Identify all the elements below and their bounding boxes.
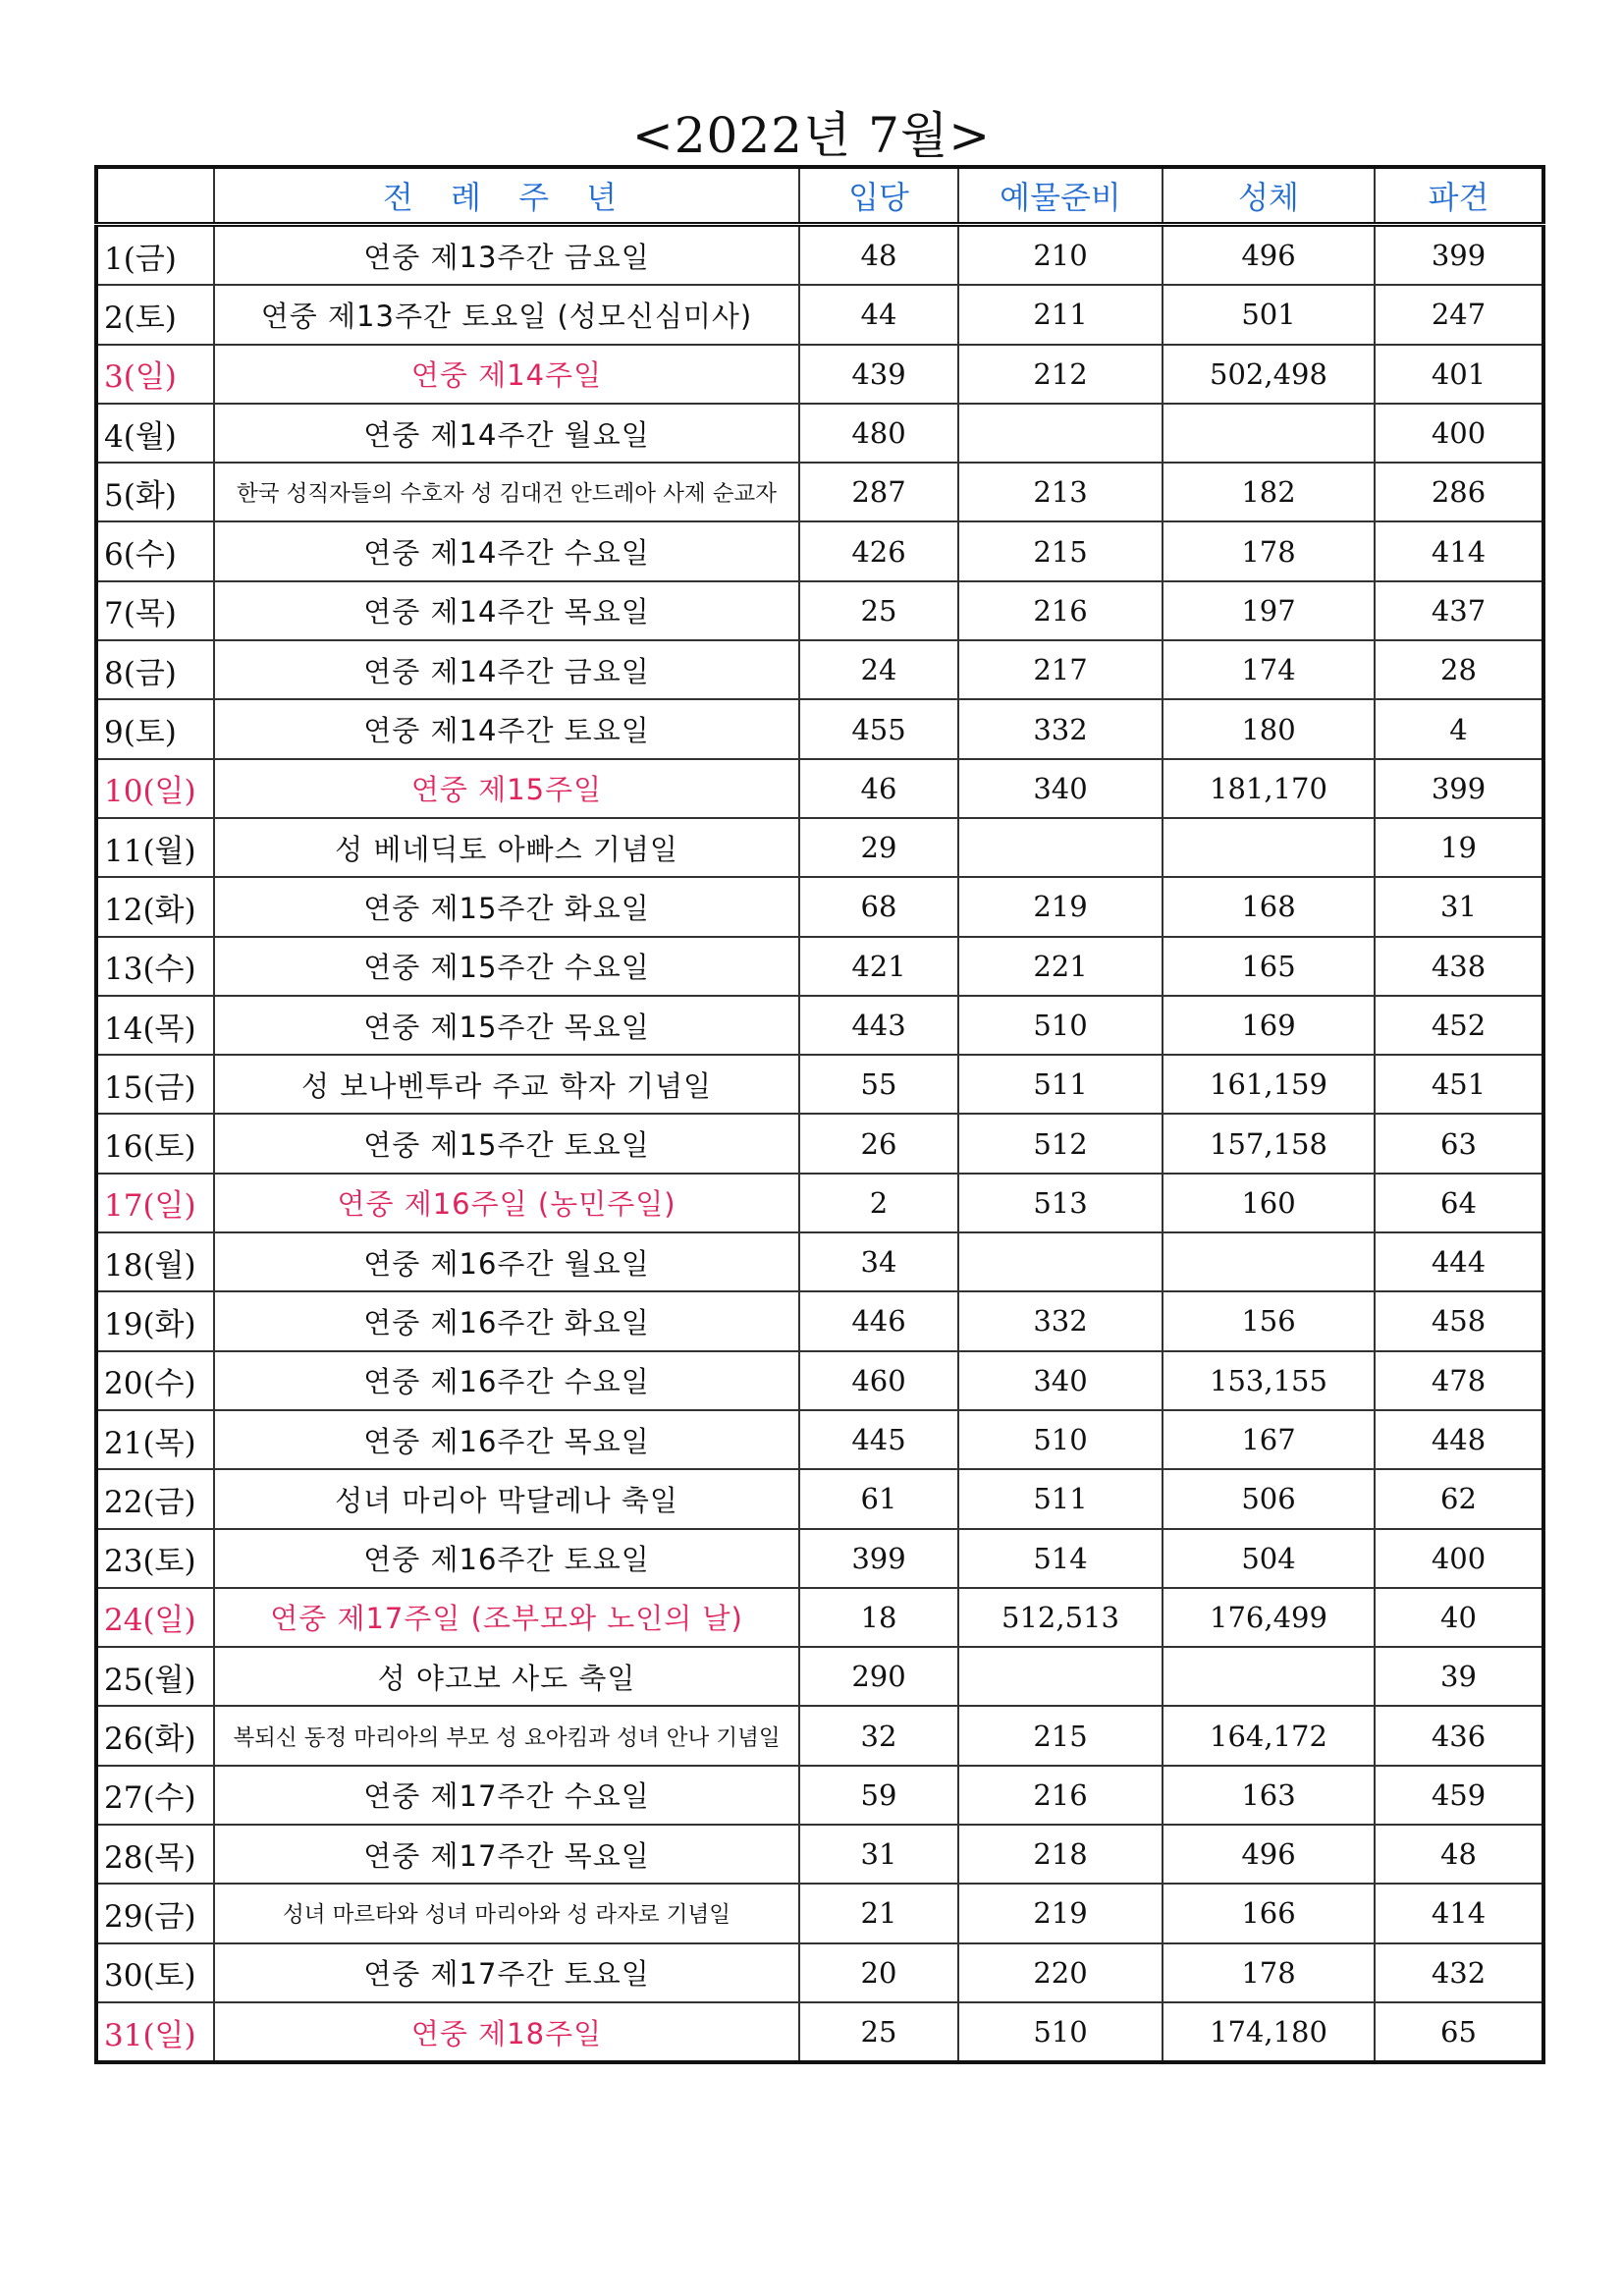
communion-hymn-cell: 157,158: [1163, 1114, 1375, 1173]
day-cell: 4(월): [96, 404, 214, 463]
table-row: [96, 1588, 1543, 1647]
entrance-hymn-cell: 20: [799, 1943, 958, 2002]
entrance-hymn-cell: 480: [799, 404, 958, 463]
offertory-hymn-cell: 215: [958, 521, 1163, 580]
table-row: [96, 285, 1543, 344]
day-cell: 12(화): [96, 877, 214, 936]
communion-hymn-cell: [1163, 818, 1375, 877]
day-cell: 3(일): [96, 345, 214, 404]
liturgical-day-cell: 연중 제16주간 수요일: [214, 1351, 799, 1410]
entrance-hymn-cell: 48: [799, 225, 958, 286]
communion-hymn-cell: [1163, 1647, 1375, 1706]
communion-hymn-cell: [1163, 1232, 1375, 1291]
dismissal-hymn-cell: 28: [1375, 640, 1543, 699]
offertory-hymn-cell: 340: [958, 759, 1163, 818]
dismissal-hymn-cell: 452: [1375, 996, 1543, 1055]
entrance-hymn-cell: 18: [799, 1588, 958, 1647]
liturgical-day-cell: 연중 제13주간 금요일: [214, 225, 799, 286]
dismissal-hymn-cell: 48: [1375, 1825, 1543, 1884]
offertory-hymn-cell: [958, 404, 1163, 463]
liturgical-day-cell: 연중 제15주간 목요일: [214, 996, 799, 1055]
entrance-hymn-cell: 445: [799, 1410, 958, 1469]
entrance-hymn-cell: 44: [799, 285, 958, 344]
table-row: [96, 225, 1543, 286]
offertory-hymn-cell: 216: [958, 581, 1163, 640]
table-row: [96, 2002, 1543, 2062]
dismissal-hymn-cell: 478: [1375, 1351, 1543, 1410]
liturgical-day-cell: 연중 제18주일: [214, 2002, 799, 2062]
liturgical-day-cell: 한국 성직자들의 수호자 성 김대건 안드레아 사제 순교자: [214, 463, 799, 521]
liturgical-day-cell: 연중 제17주간 목요일: [214, 1825, 799, 1884]
offertory-hymn-cell: 512: [958, 1114, 1163, 1173]
entrance-hymn-cell: 59: [799, 1766, 958, 1825]
entrance-hymn-cell: 29: [799, 818, 958, 877]
communion-hymn-cell: 197: [1163, 581, 1375, 640]
dismissal-hymn-cell: 39: [1375, 1647, 1543, 1706]
table-row: [96, 818, 1543, 877]
offertory-hymn-cell: [958, 818, 1163, 877]
communion-hymn-cell: 496: [1163, 225, 1375, 286]
communion-hymn-cell: 504: [1163, 1529, 1375, 1588]
dismissal-hymn-cell: 448: [1375, 1410, 1543, 1469]
day-cell: 7(목): [96, 581, 214, 640]
table-row: [96, 1410, 1543, 1469]
dismissal-hymn-cell: 4: [1375, 699, 1543, 758]
communion-hymn-cell: 181,170: [1163, 759, 1375, 818]
table-row: [96, 463, 1543, 521]
table-row: [96, 1291, 1543, 1350]
liturgical-day-cell: 연중 제14주간 월요일: [214, 404, 799, 463]
day-cell: 6(수): [96, 521, 214, 580]
offertory-hymn-cell: 513: [958, 1174, 1163, 1232]
communion-hymn-cell: 163: [1163, 1766, 1375, 1825]
offertory-hymn-cell: 212: [958, 345, 1163, 404]
liturgical-day-cell: 연중 제15주간 화요일: [214, 877, 799, 936]
day-cell: 20(수): [96, 1351, 214, 1410]
day-cell: 2(토): [96, 285, 214, 344]
day-cell: 16(토): [96, 1114, 214, 1173]
header-dismissal: 파견: [1375, 167, 1543, 225]
day-cell: 21(목): [96, 1410, 214, 1469]
communion-hymn-cell: 169: [1163, 996, 1375, 1055]
liturgical-day-cell: 연중 제16주간 화요일: [214, 1291, 799, 1350]
liturgical-day-cell: 연중 제14주일: [214, 345, 799, 404]
table-row: [96, 1174, 1543, 1232]
liturgical-day-cell: 성녀 마리아 막달레나 축일: [214, 1469, 799, 1528]
day-cell: 17(일): [96, 1174, 214, 1232]
entrance-hymn-cell: 287: [799, 463, 958, 521]
entrance-hymn-cell: 26: [799, 1114, 958, 1173]
entrance-hymn-cell: 446: [799, 1291, 958, 1350]
day-cell: 15(금): [96, 1055, 214, 1114]
liturgical-day-cell: 연중 제16주간 월요일: [214, 1232, 799, 1291]
day-cell: 25(월): [96, 1647, 214, 1706]
entrance-hymn-cell: 46: [799, 759, 958, 818]
liturgical-day-cell: 성 보나벤투라 주교 학자 기념일: [214, 1055, 799, 1114]
table-body: [96, 225, 1543, 2063]
header-entrance: 입당: [799, 167, 958, 225]
liturgical-day-cell: 연중 제15주간 토요일: [214, 1114, 799, 1173]
communion-hymn-cell: 166: [1163, 1884, 1375, 1942]
liturgical-day-cell: 연중 제14주간 수요일: [214, 521, 799, 580]
table-row: [96, 1706, 1543, 1765]
dismissal-hymn-cell: 400: [1375, 404, 1543, 463]
dismissal-hymn-cell: 286: [1375, 463, 1543, 521]
dismissal-hymn-cell: 459: [1375, 1766, 1543, 1825]
liturgical-day-cell: 연중 제17주일 (조부모와 노인의 날): [214, 1588, 799, 1647]
entrance-hymn-cell: 426: [799, 521, 958, 580]
table-row: [96, 640, 1543, 699]
liturgical-day-cell: 연중 제16주일 (농민주일): [214, 1174, 799, 1232]
entrance-hymn-cell: 24: [799, 640, 958, 699]
liturgical-day-cell: 연중 제17주간 토요일: [214, 1943, 799, 2002]
day-cell: 28(목): [96, 1825, 214, 1884]
table-row: [96, 1766, 1543, 1825]
offertory-hymn-cell: [958, 1647, 1163, 1706]
communion-hymn-cell: 178: [1163, 1943, 1375, 2002]
liturgical-day-cell: 연중 제14주간 금요일: [214, 640, 799, 699]
offertory-hymn-cell: 510: [958, 1410, 1163, 1469]
day-cell: 24(일): [96, 1588, 214, 1647]
dismissal-hymn-cell: 401: [1375, 345, 1543, 404]
offertory-hymn-cell: 218: [958, 1825, 1163, 1884]
communion-hymn-cell: [1163, 404, 1375, 463]
communion-hymn-cell: 501: [1163, 285, 1375, 344]
communion-hymn-cell: 176,499: [1163, 1588, 1375, 1647]
offertory-hymn-cell: 510: [958, 996, 1163, 1055]
offertory-hymn-cell: 211: [958, 285, 1163, 344]
offertory-hymn-cell: 219: [958, 877, 1163, 936]
offertory-hymn-cell: 332: [958, 699, 1163, 758]
table-row: [96, 1825, 1543, 1884]
liturgical-day-cell: 성 야고보 사도 축일: [214, 1647, 799, 1706]
entrance-hymn-cell: 443: [799, 996, 958, 1055]
communion-hymn-cell: 160: [1163, 1174, 1375, 1232]
table-row: [96, 996, 1543, 1055]
dismissal-hymn-cell: 438: [1375, 937, 1543, 996]
day-cell: 18(월): [96, 1232, 214, 1291]
liturgical-day-cell: 연중 제16주간 토요일: [214, 1529, 799, 1588]
communion-hymn-cell: 156: [1163, 1291, 1375, 1350]
day-cell: 26(화): [96, 1706, 214, 1765]
dismissal-hymn-cell: 65: [1375, 2002, 1543, 2062]
dismissal-hymn-cell: 400: [1375, 1529, 1543, 1588]
day-cell: 19(화): [96, 1291, 214, 1350]
day-cell: 23(토): [96, 1529, 214, 1588]
dismissal-hymn-cell: 19: [1375, 818, 1543, 877]
communion-hymn-cell: 168: [1163, 877, 1375, 936]
table-row: [96, 404, 1543, 463]
liturgical-day-cell: 연중 제13주간 토요일 (성모신심미사): [214, 285, 799, 344]
table-row: [96, 1055, 1543, 1114]
table-row: [96, 1647, 1543, 1706]
dismissal-hymn-cell: 399: [1375, 225, 1543, 286]
header-day: [96, 167, 214, 225]
entrance-hymn-cell: 31: [799, 1825, 958, 1884]
table-row: [96, 581, 1543, 640]
dismissal-hymn-cell: 247: [1375, 285, 1543, 344]
dismissal-hymn-cell: 436: [1375, 1706, 1543, 1765]
table-row: [96, 937, 1543, 996]
liturgical-day-cell: 복되신 동정 마리아의 부모 성 요아킴과 성녀 안나 기념일: [214, 1706, 799, 1765]
liturgical-day-cell: 연중 제14주간 목요일: [214, 581, 799, 640]
liturgical-day-cell: 연중 제15주일: [214, 759, 799, 818]
communion-hymn-cell: 502,498: [1163, 345, 1375, 404]
dismissal-hymn-cell: 414: [1375, 521, 1543, 580]
offertory-hymn-cell: 332: [958, 1291, 1163, 1350]
table-row: [96, 1884, 1543, 1942]
communion-hymn-cell: 178: [1163, 521, 1375, 580]
day-cell: 13(수): [96, 937, 214, 996]
page-title: <2022년 7월>: [631, 107, 992, 164]
liturgical-day-cell: 연중 제17주간 수요일: [214, 1766, 799, 1825]
liturgical-day-cell: 성녀 마르타와 성녀 마리아와 성 라자로 기념일: [214, 1884, 799, 1942]
offertory-hymn-cell: 217: [958, 640, 1163, 699]
hymn-schedule-table-container: [94, 165, 1542, 2064]
header-liturgical-year: 전 례 주 년: [214, 167, 799, 225]
dismissal-hymn-cell: 40: [1375, 1588, 1543, 1647]
entrance-hymn-cell: 21: [799, 1884, 958, 1942]
day-cell: 1(금): [96, 225, 214, 286]
table-row: [96, 1232, 1543, 1291]
entrance-hymn-cell: 25: [799, 581, 958, 640]
day-cell: 27(수): [96, 1766, 214, 1825]
entrance-hymn-cell: 421: [799, 937, 958, 996]
table-row: [96, 699, 1543, 758]
offertory-hymn-cell: 511: [958, 1469, 1163, 1528]
communion-hymn-cell: 174,180: [1163, 2002, 1375, 2062]
entrance-hymn-cell: 439: [799, 345, 958, 404]
table-row: [96, 1469, 1543, 1528]
dismissal-hymn-cell: 458: [1375, 1291, 1543, 1350]
communion-hymn-cell: 161,159: [1163, 1055, 1375, 1114]
header-offertory: 예물준비: [958, 167, 1163, 225]
offertory-hymn-cell: 510: [958, 2002, 1163, 2062]
day-cell: 29(금): [96, 1884, 214, 1942]
dismissal-hymn-cell: 64: [1375, 1174, 1543, 1232]
table-row: [96, 759, 1543, 818]
hymn-schedule-table: [94, 165, 1545, 2064]
entrance-hymn-cell: 399: [799, 1529, 958, 1588]
table-row: [96, 1351, 1543, 1410]
offertory-hymn-cell: 514: [958, 1529, 1163, 1588]
offertory-hymn-cell: [958, 1232, 1163, 1291]
entrance-hymn-cell: 290: [799, 1647, 958, 1706]
entrance-hymn-cell: 34: [799, 1232, 958, 1291]
entrance-hymn-cell: 55: [799, 1055, 958, 1114]
day-cell: 11(월): [96, 818, 214, 877]
communion-hymn-cell: 164,172: [1163, 1706, 1375, 1765]
dismissal-hymn-cell: 444: [1375, 1232, 1543, 1291]
communion-hymn-cell: 506: [1163, 1469, 1375, 1528]
communion-hymn-cell: 496: [1163, 1825, 1375, 1884]
table-row: [96, 877, 1543, 936]
offertory-hymn-cell: 219: [958, 1884, 1163, 1942]
offertory-hymn-cell: 340: [958, 1351, 1163, 1410]
entrance-hymn-cell: 460: [799, 1351, 958, 1410]
day-cell: 9(토): [96, 699, 214, 758]
day-cell: 8(금): [96, 640, 214, 699]
dismissal-hymn-cell: 437: [1375, 581, 1543, 640]
dismissal-hymn-cell: 63: [1375, 1114, 1543, 1173]
day-cell: 31(일): [96, 2002, 214, 2062]
day-cell: 22(금): [96, 1469, 214, 1528]
dismissal-hymn-cell: 399: [1375, 759, 1543, 818]
liturgical-day-cell: 연중 제14주간 토요일: [214, 699, 799, 758]
liturgical-day-cell: 연중 제16주간 목요일: [214, 1410, 799, 1469]
offertory-hymn-cell: 215: [958, 1706, 1163, 1765]
table-row: [96, 1529, 1543, 1588]
communion-hymn-cell: 174: [1163, 640, 1375, 699]
communion-hymn-cell: 165: [1163, 937, 1375, 996]
entrance-hymn-cell: 455: [799, 699, 958, 758]
communion-hymn-cell: 167: [1163, 1410, 1375, 1469]
table-row: [96, 1943, 1543, 2002]
entrance-hymn-cell: 68: [799, 877, 958, 936]
communion-hymn-cell: 153,155: [1163, 1351, 1375, 1410]
offertory-hymn-cell: 210: [958, 225, 1163, 286]
dismissal-hymn-cell: 432: [1375, 1943, 1543, 2002]
dismissal-hymn-cell: 31: [1375, 877, 1543, 936]
entrance-hymn-cell: 61: [799, 1469, 958, 1528]
table-header-row: [96, 167, 1543, 225]
dismissal-hymn-cell: 414: [1375, 1884, 1543, 1942]
offertory-hymn-cell: 512,513: [958, 1588, 1163, 1647]
liturgical-day-cell: 연중 제15주간 수요일: [214, 937, 799, 996]
entrance-hymn-cell: 25: [799, 2002, 958, 2062]
offertory-hymn-cell: 213: [958, 463, 1163, 521]
offertory-hymn-cell: 221: [958, 937, 1163, 996]
day-cell: 30(토): [96, 1943, 214, 2002]
communion-hymn-cell: 180: [1163, 699, 1375, 758]
entrance-hymn-cell: 2: [799, 1174, 958, 1232]
dismissal-hymn-cell: 451: [1375, 1055, 1543, 1114]
offertory-hymn-cell: 216: [958, 1766, 1163, 1825]
table-row: [96, 1114, 1543, 1173]
table-row: [96, 521, 1543, 580]
communion-hymn-cell: 182: [1163, 463, 1375, 521]
liturgical-day-cell: 성 베네딕토 아빠스 기념일: [214, 818, 799, 877]
table-row: [96, 345, 1543, 404]
header-communion: 성체: [1163, 167, 1375, 225]
day-cell: 10(일): [96, 759, 214, 818]
dismissal-hymn-cell: 62: [1375, 1469, 1543, 1528]
entrance-hymn-cell: 32: [799, 1706, 958, 1765]
offertory-hymn-cell: 220: [958, 1943, 1163, 2002]
offertory-hymn-cell: 511: [958, 1055, 1163, 1114]
day-cell: 14(목): [96, 996, 214, 1055]
day-cell: 5(화): [96, 463, 214, 521]
